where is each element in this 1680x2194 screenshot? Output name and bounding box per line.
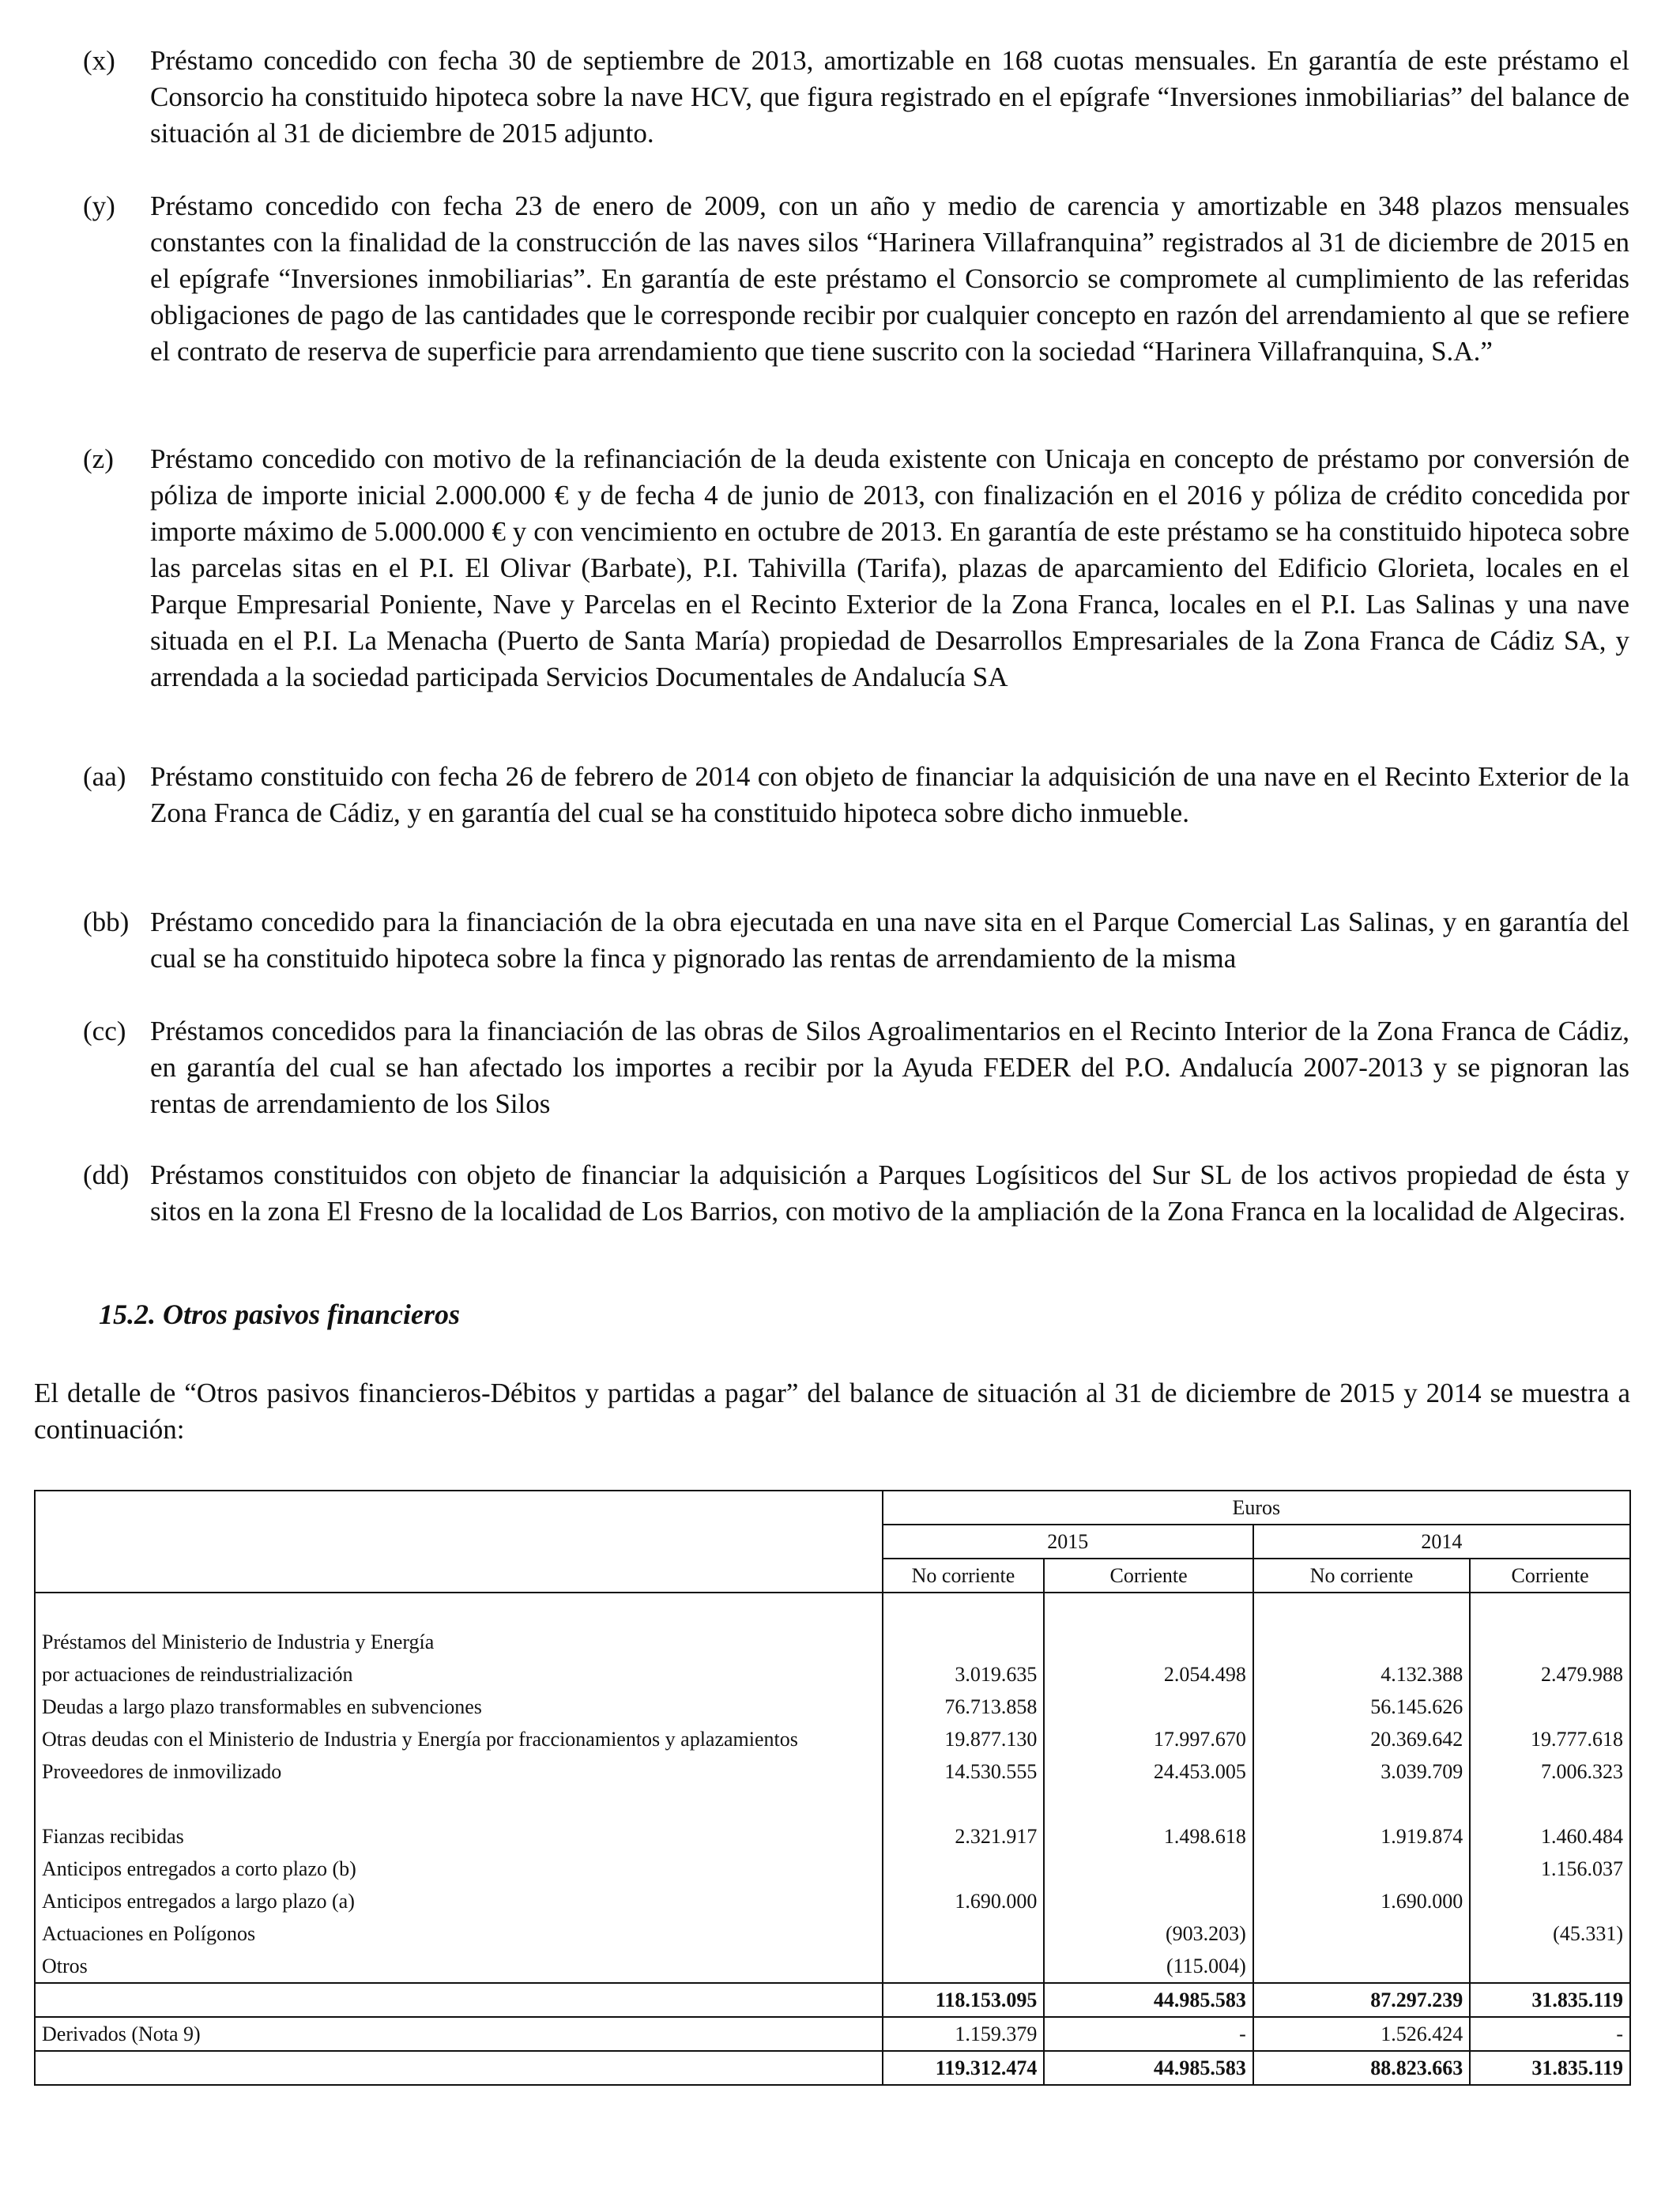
column-header: No corriente: [883, 1559, 1045, 1593]
cell-value: 2.479.988: [1470, 1658, 1630, 1691]
cell-value: [1044, 1885, 1252, 1917]
section-intro: El detalle de “Otros pasivos financieros-Débitos y partidas a pagar” del balance de situación al 31 de diciembre de 2015 y 2014 se muestra a continuación:: [34, 1378, 1630, 1445]
cell-value: [883, 1853, 1045, 1885]
row-label: Derivados (Nota 9): [35, 2017, 883, 2051]
table-row: [35, 1658, 1630, 1691]
derivados-row: [35, 2017, 1630, 2051]
cell-value: 1.690.000: [1253, 1885, 1470, 1917]
row-label: Proveedores de inmovilizado: [42, 1759, 282, 1783]
cell-value: [1044, 1788, 1252, 1820]
total-row: [35, 2051, 1630, 2085]
table-row: [35, 1917, 1630, 1950]
cell-value: [1253, 1853, 1470, 1885]
note-text: Préstamo concedido para la financiación de la obra ejecutada en una nave sita en el Parque Comercial Las Salinas, y en garantía del cual se ha constituido hipoteca sobre la finca y pignorado las rentas de arrendamiento de la misma: [150, 907, 1629, 974]
cell-value: 3.019.635: [883, 1658, 1045, 1691]
cell-value: [1470, 1950, 1630, 1983]
note-tag: (bb): [83, 907, 130, 937]
table-row: [35, 1950, 1630, 1983]
cell-value: 3.039.709: [1253, 1755, 1470, 1788]
note-text: Préstamo constituido con fecha 26 de febrero de 2014 con objeto de financiar la adquisición de una nave en el Recinto Exterior de la Zona Franca de Cádiz, y en garantía del cual se ha constituido hipoteca sobre dicho inmueble.: [150, 761, 1629, 828]
cell-value: (115.004): [1044, 1950, 1252, 1983]
row-label: Deudas a largo plazo transformables en subvenciones: [42, 1695, 482, 1718]
cell-value: 20.369.642: [1253, 1723, 1470, 1755]
note-tag: (z): [83, 443, 114, 474]
cell-value: 1.526.424: [1253, 2017, 1470, 2051]
note-tag: (cc): [83, 1016, 126, 1046]
cell-value: [1470, 1788, 1630, 1820]
cell-value: 1.159.379: [883, 2017, 1045, 2051]
note-tag: (x): [83, 45, 115, 76]
table-row: [35, 1723, 1630, 1755]
cell-value: 17.997.670: [1044, 1723, 1252, 1755]
cell-value: 1.156.037: [1470, 1853, 1630, 1885]
row-label: Anticipos entregados a largo plazo (a): [42, 1889, 355, 1913]
note-text: Préstamo concedido con fecha 23 de enero de 2009, con un año y medio de carencia y amortizable en 348 plazos mensuales constantes con la finalidad de la construcción de las naves silos “Harinera Villafranquina” registrados al 31 de diciembre de 2015 en el epígrafe “Inversiones inmobiliarias”. En garantía de este préstamo el Consorcio se compromete al cumplimiento de las referidas obligaciones de pago de las cantidades que le corresponde recibir por cualquier concepto en razón del arrendamiento al que se refiere el contrato de reserva de superficie para arrendamiento que tiene suscrito con la sociedad “Harinera Villafranquina, S.A.”: [150, 190, 1629, 367]
note-aa: [83, 759, 1629, 831]
cell-value: [1253, 1788, 1470, 1820]
cell-value: 1.460.484: [1470, 1820, 1630, 1853]
cell-value: 1.690.000: [883, 1885, 1045, 1917]
section-heading: 15.2. Otros pasivos financieros: [99, 1299, 461, 1330]
note-text: Préstamos constituidos con objeto de financiar la adquisición a Parques Logísiticos del Sur SL de los activos propiedad de ésta y sitos en la zona El Fresno de la localidad de Los Barrios, con motivo de la ampliación de la Zona Franca en la localidad de Algeciras.: [150, 1159, 1629, 1227]
cell-value: [1470, 1626, 1630, 1658]
total-value: 119.312.474: [883, 2051, 1045, 2085]
cell-value: 14.530.555: [883, 1755, 1045, 1788]
header-row-columns: [35, 1559, 1630, 1593]
subtotal-value: 87.297.239: [1253, 1983, 1470, 2017]
column-header: No corriente: [1253, 1559, 1470, 1593]
cell-value: [883, 1626, 1045, 1658]
header-row-currency: [35, 1491, 1630, 1525]
currency-header: Euros: [883, 1491, 1630, 1525]
cell-value: -: [1470, 2017, 1630, 2051]
cell-value: [1253, 1917, 1470, 1950]
table-row: [35, 1691, 1630, 1723]
financial-liabilities-table: [34, 1490, 1631, 2086]
cell-value: 2.321.917: [883, 1820, 1045, 1853]
cell-value: [1044, 1691, 1252, 1723]
row-label: Actuaciones en Polígonos: [42, 1921, 256, 1945]
cell-value: 24.453.005: [1044, 1755, 1252, 1788]
cell-value: 1.919.874: [1253, 1820, 1470, 1853]
note-text: Préstamo concedido con motivo de la refinanciación de la deuda existente con Unicaja en concepto de préstamo por conversión de póliza de importe inicial 2.000.000 € y de fecha 4 de junio de 2013, con finalización en el 2016 y póliza de crédito concedida por importe máximo de 5.000.000 € y con vencimiento en octubre de 2013. En garantía de este préstamo se ha constituido hipoteca sobre las parcelas sitas en el P.I. El Olivar (Barbate), P.I. Tahivilla (Tarifa), plazas de aparcamiento del Edificio Glorieta, locales en el Parque Empresarial Poniente, Nave y Parcelas en el Recinto Exterior de la Zona Franca, locales en el P.I. Las Salinas y una nave situada en el P.I. La Menacha (Puerto de Santa María) propiedad de Desarrollos Empresariales de la Zona Franca de Cádiz SA, y arrendada a la sociedad participada Servicios Documentales de Andalucía SA: [150, 443, 1629, 692]
cell-value: (903.203): [1044, 1917, 1252, 1950]
row-label: Otras deudas con el Ministerio de Industria y Energía por fraccionamientos y aplazamientos: [42, 1727, 798, 1751]
cell-value: [1470, 1691, 1630, 1723]
column-header: Corriente: [1044, 1559, 1252, 1593]
header-row-years: [35, 1525, 1630, 1559]
spacer-row: [35, 1593, 1630, 1626]
cell-value: [1253, 1626, 1470, 1658]
note-bb: [83, 904, 1629, 977]
cell-value: [883, 1917, 1045, 1950]
note-tag: (aa): [83, 761, 126, 792]
cell-value: [1044, 1626, 1252, 1658]
subtotal-value: 118.153.095: [883, 1983, 1045, 2017]
cell-value: [1253, 1950, 1470, 1983]
note-text: Préstamos concedidos para la financiación de las obras de Silos Agroalimentarios en el Recinto Interior de la Zona Franca de Cádiz, en garantía del cual se han afectado los importes a recibir por la Ayuda FEDER del P.O. Andalucía 2007-2013 y se pignoran las rentas de arrendamiento de los Silos: [150, 1016, 1629, 1119]
cell-value: 76.713.858: [883, 1691, 1045, 1723]
cell-value: 19.777.618: [1470, 1723, 1630, 1755]
note-x: [83, 43, 1629, 152]
cell-value: 56.145.626: [1253, 1691, 1470, 1723]
note-tag: (y): [83, 190, 115, 221]
subtotal-value: 31.835.119: [1470, 1983, 1630, 2017]
note-z: [83, 441, 1629, 696]
cell-value: 1.498.618: [1044, 1820, 1252, 1853]
cell-value: 4.132.388: [1253, 1658, 1470, 1691]
table-row: [35, 1755, 1630, 1788]
row-label: [35, 1788, 883, 1820]
year-header-2014: 2014: [1253, 1525, 1630, 1559]
note-y: [83, 188, 1629, 370]
table-row: [35, 1853, 1630, 1885]
table-row: [35, 1820, 1630, 1853]
cell-value: [883, 1950, 1045, 1983]
column-header: Corriente: [1470, 1559, 1630, 1593]
table-row: [35, 1885, 1630, 1917]
note-tag: (dd): [83, 1159, 130, 1190]
cell-value: [883, 1788, 1045, 1820]
row-label: Préstamos del Ministerio de Industria y Energía: [42, 1630, 435, 1653]
subtotal-value: 44.985.583: [1044, 1983, 1252, 2017]
table-row: [35, 1626, 1630, 1658]
year-header-2015: 2015: [883, 1525, 1253, 1559]
cell-value: -: [1044, 2017, 1252, 2051]
cell-value: [1470, 1885, 1630, 1917]
note-dd: [83, 1157, 1629, 1230]
row-label: Fianzas recibidas: [42, 1824, 184, 1848]
row-label: Anticipos entregados a corto plazo (b): [42, 1857, 356, 1880]
cell-value: 19.877.130: [883, 1723, 1045, 1755]
table-row: [35, 1788, 1630, 1820]
cell-value: 7.006.323: [1470, 1755, 1630, 1788]
cell-value: 2.054.498: [1044, 1658, 1252, 1691]
total-value: 31.835.119: [1470, 2051, 1630, 2085]
cell-value: (45.331): [1470, 1917, 1630, 1950]
total-value: 44.985.583: [1044, 2051, 1252, 2085]
total-value: 88.823.663: [1253, 2051, 1470, 2085]
row-label: Otros: [42, 1954, 88, 1977]
note-text: Préstamo concedido con fecha 30 de septiembre de 2013, amortizable en 168 cuotas mensuales. En garantía de este préstamo el Consorcio ha constituido hipoteca sobre la nave HCV, que figura registrado en el epígrafe “Inversiones inmobiliarias” del balance de situación al 31 de diciembre de 2015 adjunto.: [150, 45, 1629, 149]
note-cc: [83, 1013, 1629, 1122]
cell-value: [1044, 1853, 1252, 1885]
subtotal-row: [35, 1983, 1630, 2017]
row-label: por actuaciones de reindustrialización: [42, 1662, 353, 1686]
